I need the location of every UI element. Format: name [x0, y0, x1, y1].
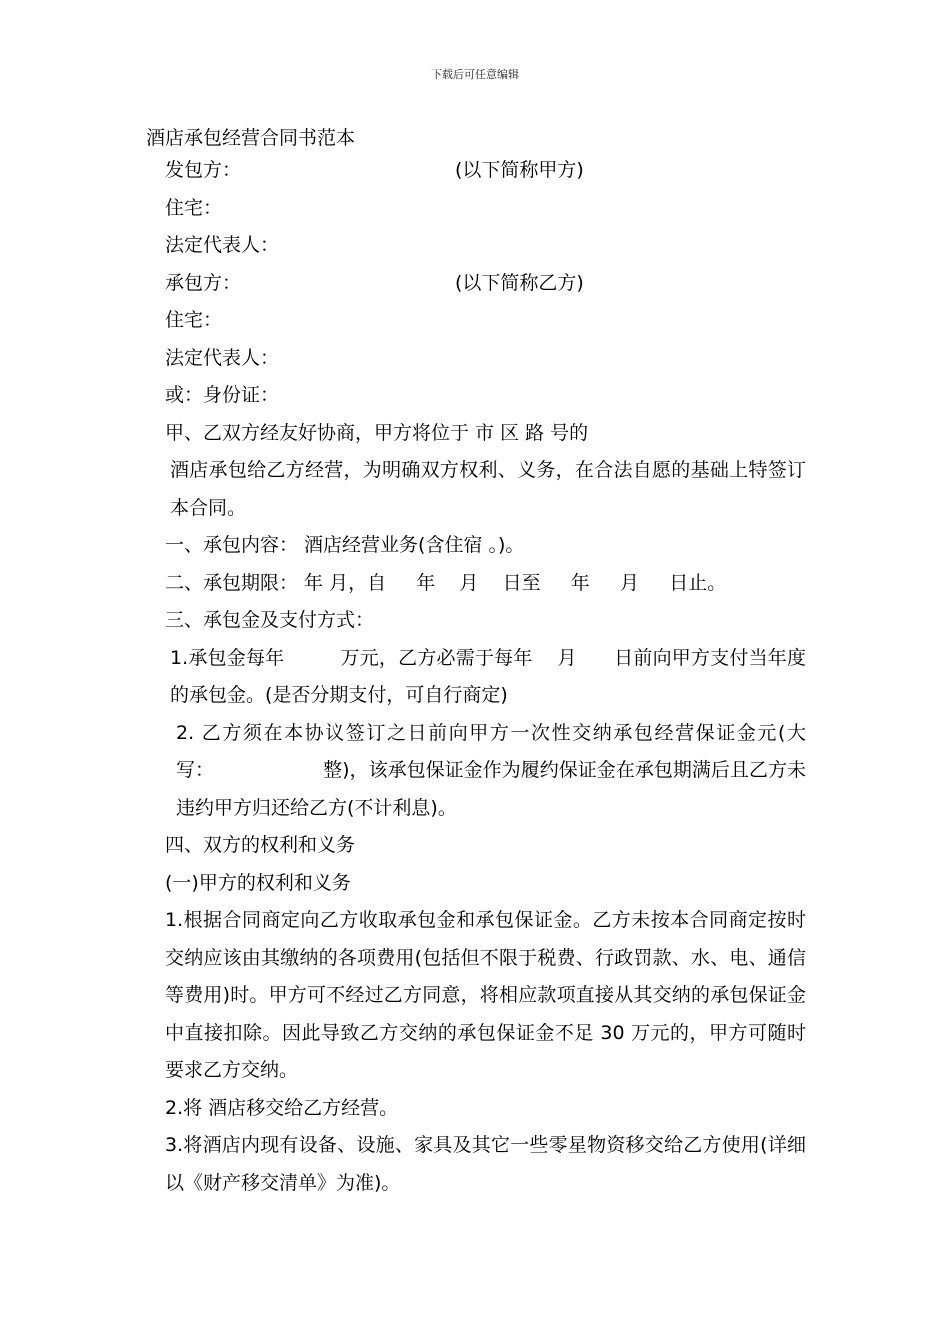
section-3-heading: 三、承包金及支付方式： [165, 609, 375, 631]
party-b-label: 承包方： [165, 271, 242, 294]
party-b-short: (以下简称乙方) [455, 271, 584, 294]
party-b-representative: 法定代表人： [165, 346, 280, 369]
section-4-a-item-1: 1.根据合同商定向乙方收取承包金和承包保证金。乙方未按本合同商定按时交纳应该由其缴纳的各项费用(包括但不限于税费、行政罚款、水、电、通信等费用)时。甲方可不经过乙方同意，将相应款项直接从其交纳的承包保证金中直接扣除。因此导致乙方交纳的承包保证金不足 30 万元的，甲方可随时要求乙方交纳。 [165, 909, 806, 1081]
party-a-address: 住宅： [165, 196, 223, 219]
section-4-a-item-3: 3.将酒店内现有设备、设施、家具及其它一些零星物资移交给乙方使用(详细以《财产移交清单》为准)。 [165, 1134, 806, 1194]
party-b-line [146, 265, 806, 303]
party-b-address: 住宅： [165, 309, 223, 331]
section-4-subheading-a: (一)甲方的权利和义务 [165, 871, 351, 894]
page-header-note: 下载后可任意编辑 [431, 68, 519, 81]
section-1: 一、承包内容： 酒店经营业务(含住宿 。)。 [165, 534, 525, 556]
party-a-short: (以下简称甲方) [455, 159, 584, 181]
intro-line-2: 酒店承包给乙方经营，为明确双方权利、义务，在合法自愿的基础上特签订本合同。 [170, 459, 806, 519]
document-title: 酒店承包经营合同书范本 [146, 127, 356, 149]
section-4-heading: 四、双方的权利和义务 [165, 834, 356, 856]
party-a-label: 发包方： [165, 159, 242, 181]
section-2: 二、承包期限： 年 月，自 年 月 日至 年 月 日止。 [165, 571, 727, 594]
document-body [146, 152, 806, 1202]
intro-line-1: 甲、乙双方经友好协商，甲方将位于 市 区 路 号的 [165, 421, 589, 444]
section-3-item-1: 1.承包金每年 万元，乙方必需于每年 月 日前向甲方支付当年度的承包金。(是否分期支付，可自行商定) [170, 646, 806, 706]
party-b-id: 或：身份证： [165, 384, 280, 406]
section-4-a-item-2: 2.将 酒店移交给乙方经营。 [165, 1096, 399, 1119]
party-a-line [146, 152, 806, 190]
section-3-item-2: 2. 乙方须在本协议签订之日前向甲方一次性交纳承包经营保证金元(大写： 整)，该承包保证金作为履约保证金在承包期满后且乙方未违约甲方归还给乙方(不计利息)。 [176, 721, 806, 819]
party-a-representative: 法定代表人： [165, 234, 280, 256]
